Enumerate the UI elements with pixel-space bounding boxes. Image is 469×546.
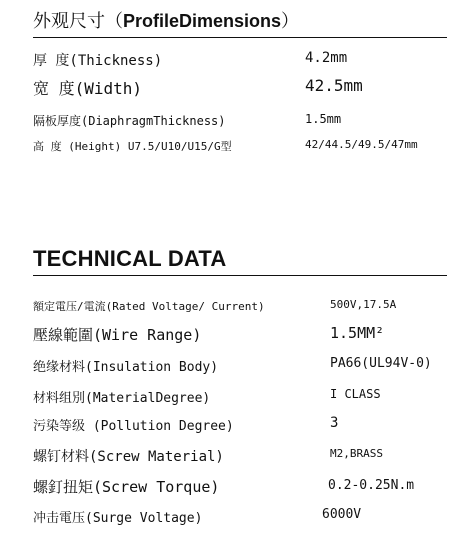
diaphragm-thickness-value: 1.5mm (305, 112, 342, 126)
technical-data-title: TECHNICAL DATA (33, 246, 227, 271)
insulation-body-value: PA66(UL94V-0) (330, 356, 432, 371)
rated-voltage-value: 500V,17.5A (330, 298, 397, 311)
insulation-body-label: 绝缘材料(Insulation Body) (33, 360, 219, 375)
technical-divider (33, 275, 447, 276)
width-value: 42.5mm (305, 76, 363, 95)
thickness-label: 厚 度(Thickness) (33, 53, 163, 69)
rated-voltage-label: 額定電压/電流(Rated Voltage/ Current) (33, 300, 265, 313)
title-en: ProfileDimensions (123, 11, 282, 31)
height-value: 42/44.5/49.5/47mm (305, 138, 418, 151)
height-label: 高 度 (Height) U7.5/U10/U15/G型 (33, 140, 232, 153)
title-cn: 外观尺寸（ (33, 11, 123, 31)
diaphragm-thickness-label: 隔板厚度(DiaphragmThickness) (33, 114, 226, 128)
screw-material-label: 螺钉材料(Screw Material) (33, 449, 224, 465)
profile-dimensions-title (33, 7, 299, 33)
pollution-degree-label: 污染等级 (Pollution Degree) (33, 419, 234, 434)
surge-voltage-label: 冲击電压(Surge Voltage) (33, 511, 203, 526)
pollution-degree-value: 3 (330, 415, 339, 431)
width-label: 宽 度(Width) (33, 79, 143, 98)
profile-divider (33, 37, 447, 38)
wire-range-value: 1.5MM² (330, 324, 385, 342)
thickness-value: 4.2mm (305, 50, 348, 66)
screw-material-value: M2,BRASS (330, 447, 383, 460)
surge-voltage-value: 6000V (322, 507, 362, 522)
wire-range-label: 壓線範圍(Wire Range) (33, 326, 202, 344)
material-degree-value: I CLASS (330, 387, 381, 401)
screw-torque-value: 0.2-0.25N.m (328, 478, 415, 493)
material-degree-label: 材料组別(MaterialDegree) (33, 391, 211, 406)
screw-torque-label: 螺釘扭矩(Screw Torque) (33, 478, 220, 496)
title-close: ） (281, 11, 300, 31)
